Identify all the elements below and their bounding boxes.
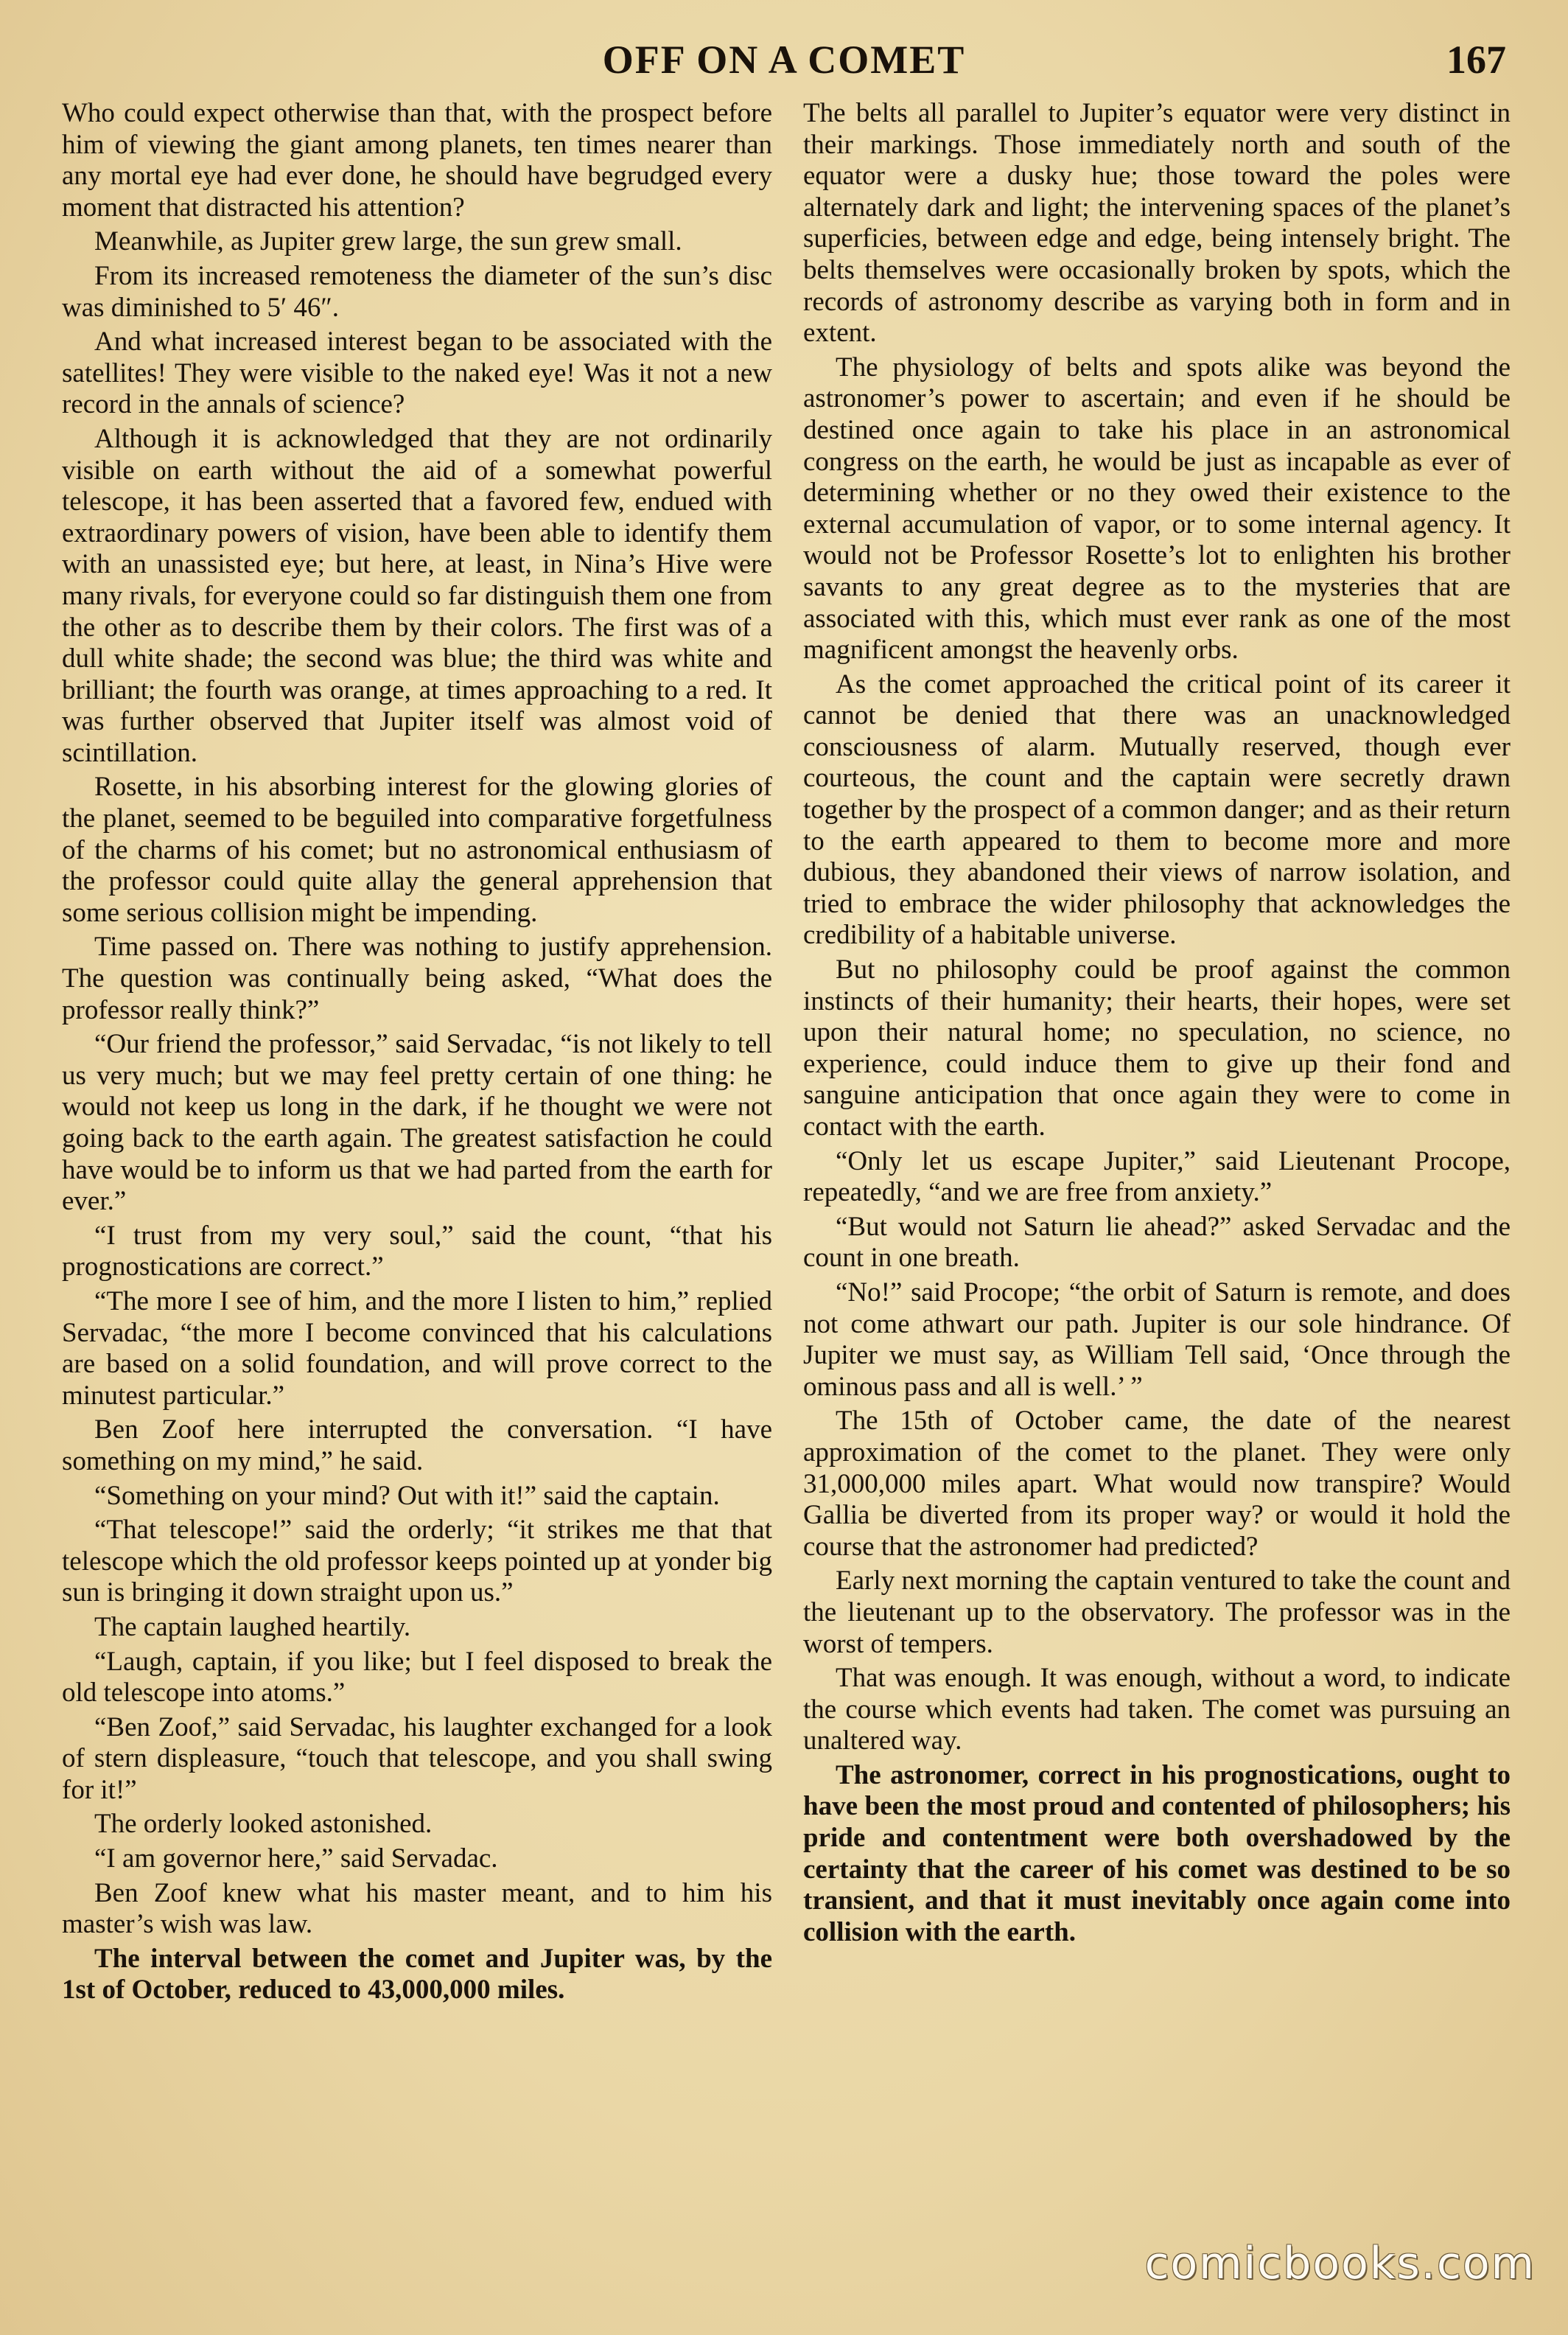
paragraph: The captain laughed heartily. — [94, 1611, 411, 1642]
paragraph: “I trust from my very soul,” said the count, “that his prognostications are correct.” — [62, 1220, 772, 1282]
paragraph: Meanwhile, as Jupiter grew large, the sun grew small. — [94, 226, 682, 257]
paragraph: “But would not Saturn lie ahead?” asked Servadac and the count in one breath. — [803, 1211, 1511, 1274]
paragraph: Who could expect otherwise than that, with the prospect before him of viewing the giant among planets, ten times nearer than any mortal eye had ever done, he should have begrudged every moment that distracted his attention? — [62, 98, 772, 223]
right-column — [803, 98, 1511, 2265]
paragraph: From its increased remoteness the diameter of the sun’s disc was diminished to 5′ 46″. — [62, 260, 772, 323]
paragraph: Although it is acknowledged that they are not ordinarily visible on earth without the aid of a somewhat powerful telescope, it has been asserted that a favored few, endued with extraordinary powers of vision, have been able to identify them with an unassisted eye; but here, at least, in Nina’s Hive were many rivals, for everyone could so far distinguish them one from the other as to describe them by their colors. The first was of a dull white shade; the second was blue; the third was white and brilliant; the fourth was orange, at times approaching to a red. It was further observed that Jupiter itself was almost void of scintillation. — [62, 423, 772, 768]
running-title: OFF ON A COMET — [602, 38, 966, 82]
paragraph: That was enough. It was enough, without a word, to indicate the course which events had taken. The comet was pursuing an unaltered way. — [803, 1663, 1511, 1756]
paragraph: But no philosophy could be proof against the common instincts of their humanity; their hearts, their hopes, were set upon their natural home; no speculation, no science, no experience, could induce them to give up their fond and sanguine anticipation that once again they were to come in contact with the earth. — [803, 954, 1511, 1142]
paragraph: The astronomer, correct in his prognostications, ought to have been the most proud and contented of philosophers; his pride and contentment were both overshadowed by the certainty that the career of his comet was destined to be so transient, and that it must inevitably once again come into collision with the earth. — [803, 1759, 1511, 1947]
paragraph: “I am governor here,” said Servadac. — [94, 1843, 498, 1874]
paragraph: Ben Zoof knew what his master meant, and to him his master’s wish was law. — [62, 1877, 772, 1940]
paragraph: And what increased interest began to be associated with the satellites! They were visible to the naked eye! Was it not a new record in the annals of science? — [62, 327, 772, 420]
page-number: 167 — [1446, 38, 1506, 82]
left-column — [62, 98, 772, 2265]
paragraph: The interval between the comet and Jupiter was, by the 1st of October, reduced to 43,000,000 miles. — [62, 1943, 772, 2006]
paragraph: “Only let us escape Jupiter,” said Lieutenant Procope, repeatedly, “and we are free from anxiety.” — [803, 1145, 1511, 1208]
watermark: comicbooks.com — [1144, 2238, 1536, 2289]
paragraph: “Something on your mind? Out with it!” said the captain. — [94, 1480, 720, 1511]
paragraph: “Laugh, captain, if you like; but I feel disposed to break the old telescope into atoms.” — [62, 1646, 772, 1709]
paragraph: Ben Zoof here interrupted the conversation. “I have something on my mind,” he said. — [62, 1414, 772, 1476]
paragraph: The physiology of belts and spots alike was beyond the astronomer’s power to ascertain; and even if he should be destined once again to take his place in an astronomical congress on the earth, he would be just as incapable as ever of determining whether or no they owed their existence to the external accumulation of vapor, or to some internal agency. It would not be Professor Rosette’s lot to enlighten his brother savants to any great degree as to the mysteries that are associated with this, which must ever rank as one of the most magnificent amongst the heavenly orbs. — [803, 352, 1511, 666]
paragraph: Early next morning the captain ventured to take the count and the lieutenant up to the observatory. The professor was in the worst of tempers. — [803, 1566, 1511, 1659]
paragraph: As the comet approached the critical point of its career it cannot be denied that there was an unacknowledged consciousness of alarm. Mutually reserved, though ever courteous, the count and the captain were secretly drawn together by the prospect of a common danger; and as their return to the earth appeared to them to become more and more dubious, they abandoned their views of narrow isolation, and tried to embrace the wider philosophy that acknowledges the credibility of a habitable universe. — [803, 669, 1511, 951]
paragraph: “No!” said Procope; “the orbit of Saturn is remote, and does not come athwart our path. Jupiter is our sole hindrance. Of Jupiter we must say, as William Tell said, ‘Once through the ominous pass and all is well.’ ” — [803, 1277, 1511, 1402]
paragraph: “That telescope!” said the orderly; “it strikes me that that telescope which the old professor keeps pointed up at yonder big sun is bringing it down straight upon us.” — [62, 1515, 772, 1608]
paragraph: “Ben Zoof,” said Servadac, his laughter exchanged for a look of stern displeasure, “touch that telescope, and you shall swing for it!” — [62, 1711, 772, 1805]
page-header — [62, 37, 1506, 88]
paragraph: Time passed on. There was nothing to justify apprehension. The question was continually being asked, “What does the professor really think?” — [62, 932, 772, 1025]
paragraph: Rosette, in his absorbing interest for the glowing glories of the planet, seemed to be beguiled into comparative forgetfulness of the charms of his comet; but no astronomical enthusiasm of the professor could quite allay the general apprehension that some serious collision might be impending. — [62, 772, 772, 928]
paragraph: The orderly looked astonished. — [94, 1809, 433, 1840]
paragraph: The belts all parallel to Jupiter’s equator were very distinct in their markings. Those immediately north and south of the equator were a dusky hue; those toward the poles were alternately dark and light; the intervening spaces of the planet’s superficies, between edge and edge, being intensely bright. The belts themselves were occasionally broken by spots, which the records of astronomy describe as varying both in form and in extent. — [803, 98, 1511, 349]
paragraph: “Our friend the professor,” said Servadac, “is not likely to tell us very much; but we may feel pretty certain of one thing: he would not keep us long in the dark, if he thought we were not going back to the earth again. The greatest satisfaction he could have would be to inform us that we had parted from the earth for ever.” — [62, 1029, 772, 1217]
paragraph: “The more I see of him, and the more I listen to him,” replied Servadac, “the more I become convinced that his calculations are based on a solid foundation, and will prove correct to the minutest particular.” — [62, 1285, 772, 1411]
paragraph: The 15th of October came, the date of the nearest approximation of the comet to the planet. They were only 31,000,000 miles apart. What would now transpire? Would Gallia be diverted from its proper way? or would it hold the course that the astronomer had predicted? — [803, 1406, 1511, 1562]
